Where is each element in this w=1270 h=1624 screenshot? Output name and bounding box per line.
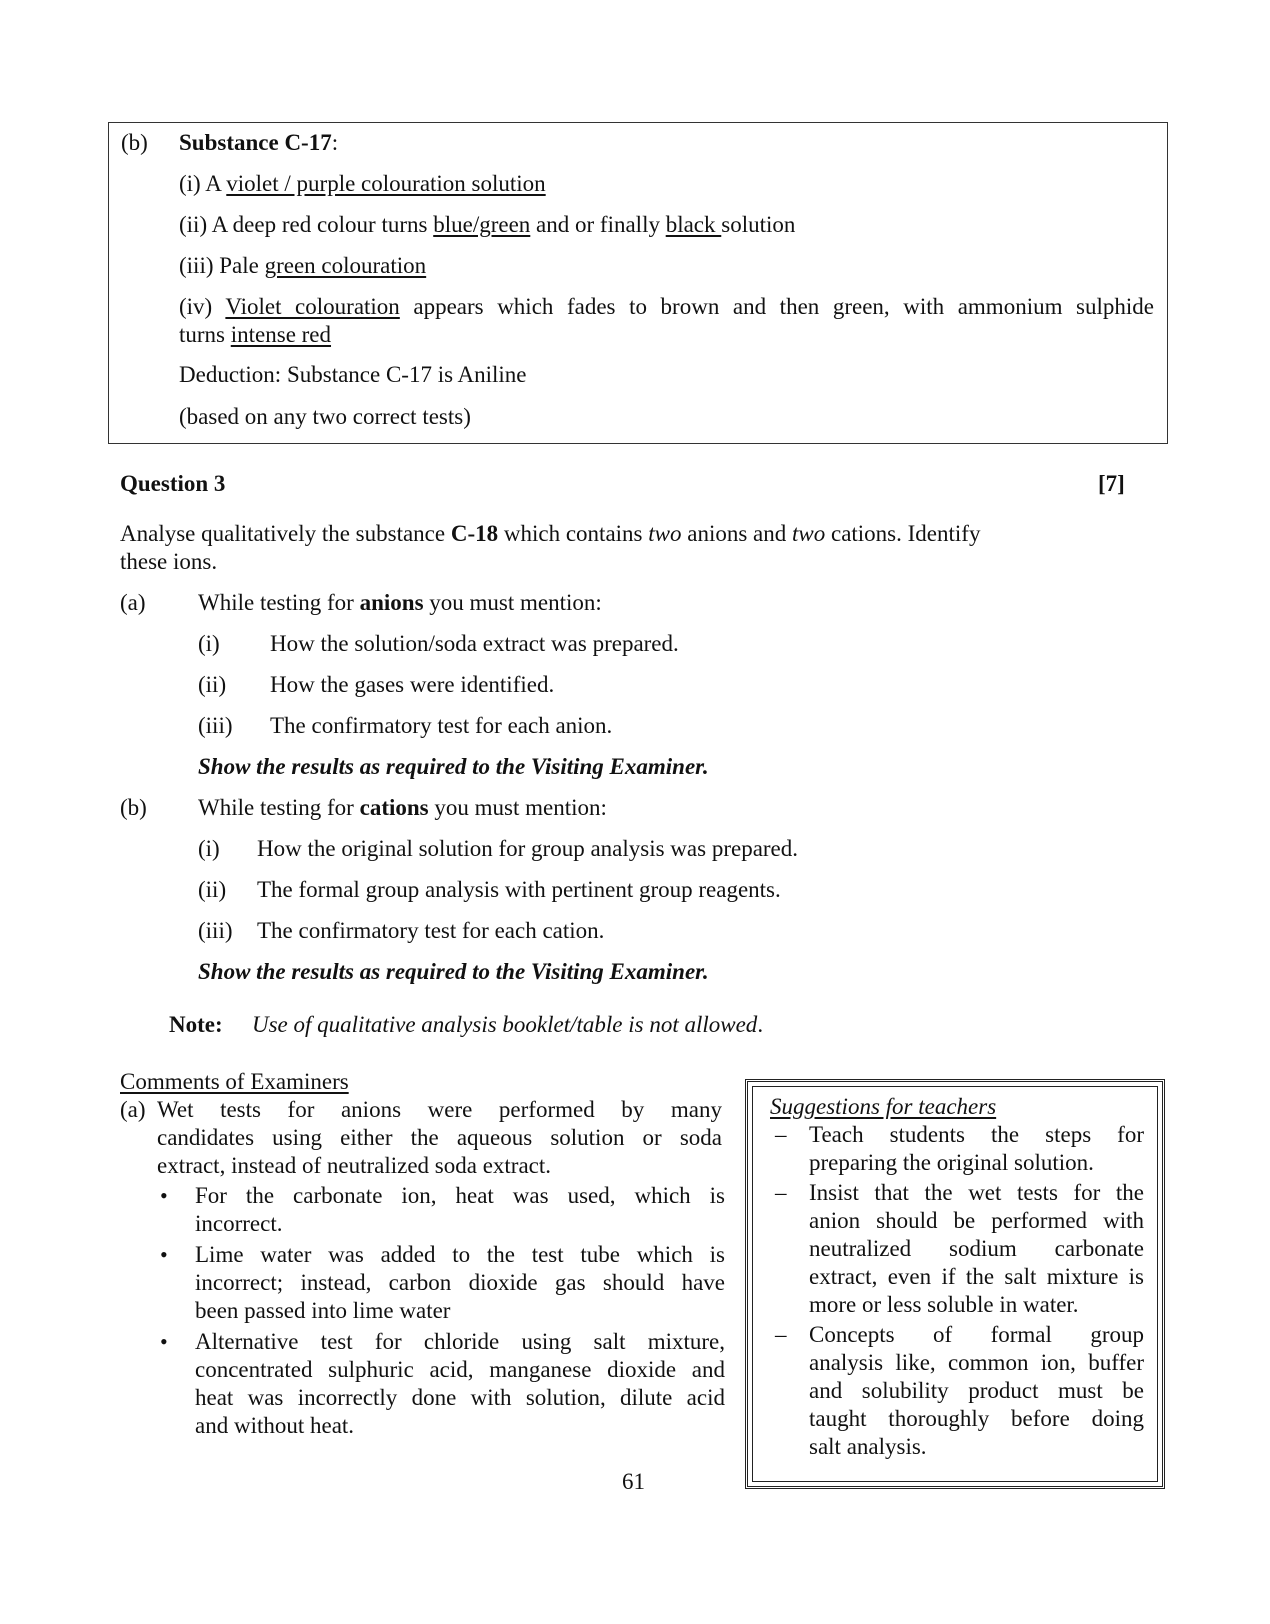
part-a-item-num: (iii) — [198, 713, 233, 738]
suggestion-line: more or less soluble in water. — [809, 1292, 1079, 1317]
dash-icon: – — [775, 1180, 787, 1205]
note-label: Note: — [169, 1012, 223, 1037]
answer-item-iii: (iii) Pale green colouration — [179, 253, 427, 278]
question-intro: Analyse qualitatively the substance C-18 which contains two anions and two cations. Identify — [120, 521, 981, 546]
answer-title: Substance C-17: — [179, 130, 339, 155]
suggestions-box — [745, 1079, 1165, 1489]
part-b-item-text: The formal group analysis with pertinent group reagents. — [257, 877, 781, 902]
question-intro-line2: these ions. — [120, 549, 218, 574]
part-b-item-text: The confirmatory test for each cation. — [257, 918, 605, 943]
answer-label: (b) — [121, 130, 148, 155]
comments-bullet-line: heat was incorrectly done with solution, dilute acid — [195, 1385, 725, 1410]
bullet-icon: • — [160, 1183, 168, 1208]
answer-deduction: Deduction: Substance C-17 is Aniline — [179, 362, 527, 387]
comments-bullet-line: Alternative test for chloride using salt mixture, — [195, 1329, 725, 1354]
answer-box-substance-c17 — [108, 122, 1168, 444]
answer-item-i: (i) A violet / purple colouration solution — [179, 171, 546, 196]
part-a-item-text: The confirmatory test for each anion. — [270, 713, 613, 738]
suggestion-line: salt analysis. — [809, 1434, 927, 1459]
question-marks: [7] — [1098, 471, 1125, 496]
comments-heading: Comments of Examiners — [120, 1069, 349, 1094]
suggestion-line: Concepts of formal group — [809, 1322, 1144, 1347]
part-b-label: (b) — [120, 795, 147, 820]
comments-a-label: (a) — [120, 1097, 146, 1122]
part-a-item-text: How the solution/soda extract was prepared. — [270, 631, 679, 656]
suggestions-box-inner — [752, 1086, 1158, 1482]
comments-a-line: Wet tests for anions were performed by many — [157, 1097, 722, 1122]
part-b-text: While testing for cations you must mention: — [198, 795, 607, 820]
part-a-text: While testing for anions you must mention: — [198, 590, 602, 615]
answer-item-ii: (ii) A deep red colour turns blue/green and or finally black solution — [179, 212, 796, 237]
dash-icon: – — [775, 1122, 787, 1147]
suggestion-line: anion should be performed with — [809, 1208, 1144, 1233]
bullet-icon: • — [160, 1329, 168, 1354]
suggestion-line: preparing the original solution. — [809, 1150, 1094, 1175]
answer-basis: (based on any two correct tests) — [179, 404, 471, 429]
comments-bullet-line: concentrated sulphuric acid, manganese dioxide and — [195, 1357, 725, 1382]
comments-bullet-line: Lime water was added to the test tube which is — [195, 1242, 725, 1267]
bullet-icon: • — [160, 1242, 168, 1267]
comments-a-line: extract, instead of neutralized soda extract. — [157, 1153, 552, 1178]
suggestions-heading: Suggestions for teachers — [770, 1094, 997, 1119]
dash-icon: – — [775, 1322, 787, 1347]
part-b-item-num: (i) — [198, 836, 220, 861]
part-a-item-num: (ii) — [198, 672, 227, 697]
answer-item-iv-line1: (iv) Violet colouration appears which fades to brown and then green, with ammonium sulphide — [179, 294, 1154, 319]
part-b-item-num: (iii) — [198, 918, 233, 943]
comments-bullet-line: incorrect. — [195, 1211, 283, 1236]
part-b-item-num: (ii) — [198, 877, 227, 902]
comments-bullet-line: and without heat. — [195, 1413, 355, 1438]
suggestion-line: taught thoroughly before doing — [809, 1406, 1144, 1431]
comments-bullet-line: been passed into lime water — [195, 1298, 451, 1323]
page-number: 61 — [622, 1469, 645, 1494]
suggestion-line: analysis like, common ion, buffer — [809, 1350, 1144, 1375]
part-b-item-text: How the original solution for group analysis was prepared. — [257, 836, 799, 861]
suggestion-line: extract, even if the salt mixture is — [809, 1264, 1144, 1289]
comments-bullet-line: incorrect; instead, carbon dioxide gas should have — [195, 1270, 725, 1295]
question-title: Question 3 — [120, 471, 226, 496]
note-text: Use of qualitative analysis booklet/table is not allowed. — [252, 1012, 764, 1037]
comments-bullet-line: For the carbonate ion, heat was used, which is — [195, 1183, 725, 1208]
part-b-show-results: Show the results as required to the Visiting Examiner. — [198, 959, 709, 984]
part-a-item-text: How the gases were identified. — [270, 672, 555, 697]
part-a-label: (a) — [120, 590, 146, 615]
suggestion-line: Teach students the steps for — [809, 1122, 1144, 1147]
part-a-item-num: (i) — [198, 631, 220, 656]
answer-item-iv-line2: turns intense red — [179, 322, 332, 347]
suggestion-line: neutralized sodium carbonate — [809, 1236, 1144, 1261]
part-a-show-results: Show the results as required to the Visiting Examiner. — [198, 754, 709, 779]
comments-a-line: candidates using either the aqueous solution or soda — [157, 1125, 722, 1150]
suggestion-line: Insist that the wet tests for the — [809, 1180, 1144, 1205]
suggestion-line: and solubility product must be — [809, 1378, 1144, 1403]
